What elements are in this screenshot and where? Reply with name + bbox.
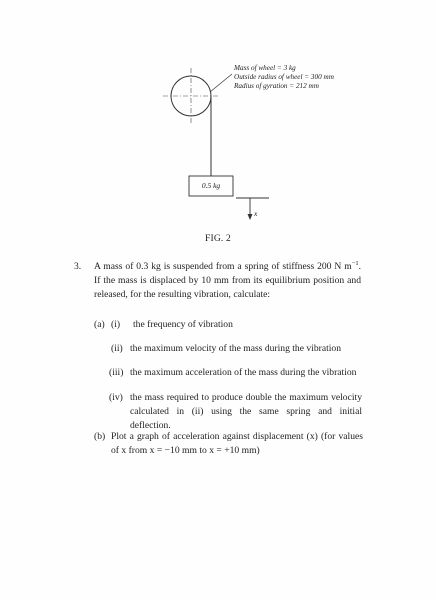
part-text: the maximum acceleration of the mass during the vibration <box>130 367 357 378</box>
figure-wheel-mass <box>0 0 436 250</box>
part-text: the mass required to produce double the maximum velocity calculated in (ii) using the same spring and initial deflection. <box>130 392 362 432</box>
part-text: the maximum velocity of the mass during the vibration <box>130 343 342 354</box>
question-number: 3. <box>74 261 82 272</box>
question-intro-part-1: A mass of 0.3 kg is suspended from a spring of stiffness 200 N m <box>94 261 352 272</box>
part-roman: (iii) <box>109 367 124 378</box>
wheel-radius-label: Outside radius of wheel = 300 mm <box>234 73 334 81</box>
displacement-label: x <box>254 209 258 218</box>
displacement-arrow-head <box>248 214 253 220</box>
part-a-letter: (a) <box>94 319 105 330</box>
wheel-mass-label: Mass of wheel = 3 kg <box>234 64 296 72</box>
part-roman: (ii) <box>111 343 123 354</box>
part-roman: (i) <box>111 319 121 330</box>
wheel-properties <box>234 64 334 91</box>
part-b-letter: (b) <box>94 431 106 442</box>
part-text: the frequency of vibration <box>133 319 233 330</box>
question-intro-part-2: . If the mass is displaced by 10 mm from its equilibrium position and released, for the resulting vibration, calculate: <box>94 261 361 301</box>
part-roman: (iv) <box>109 392 123 403</box>
figure-caption: FIG. 2 <box>204 234 231 244</box>
question-intro <box>94 260 361 303</box>
figure-drawing <box>0 0 436 250</box>
hanging-mass-label: 0.5 kg <box>201 181 221 190</box>
wheel-gyration-label: Radius of gyration = 212 mm <box>234 82 319 90</box>
part-b-text: Plot a graph of acceleration against displacement (x) (for values of x from x = −10 mm to x = +10 mm) <box>111 431 363 457</box>
label-leader-line <box>210 74 232 92</box>
question-intro-exponent: −1 <box>351 260 359 267</box>
